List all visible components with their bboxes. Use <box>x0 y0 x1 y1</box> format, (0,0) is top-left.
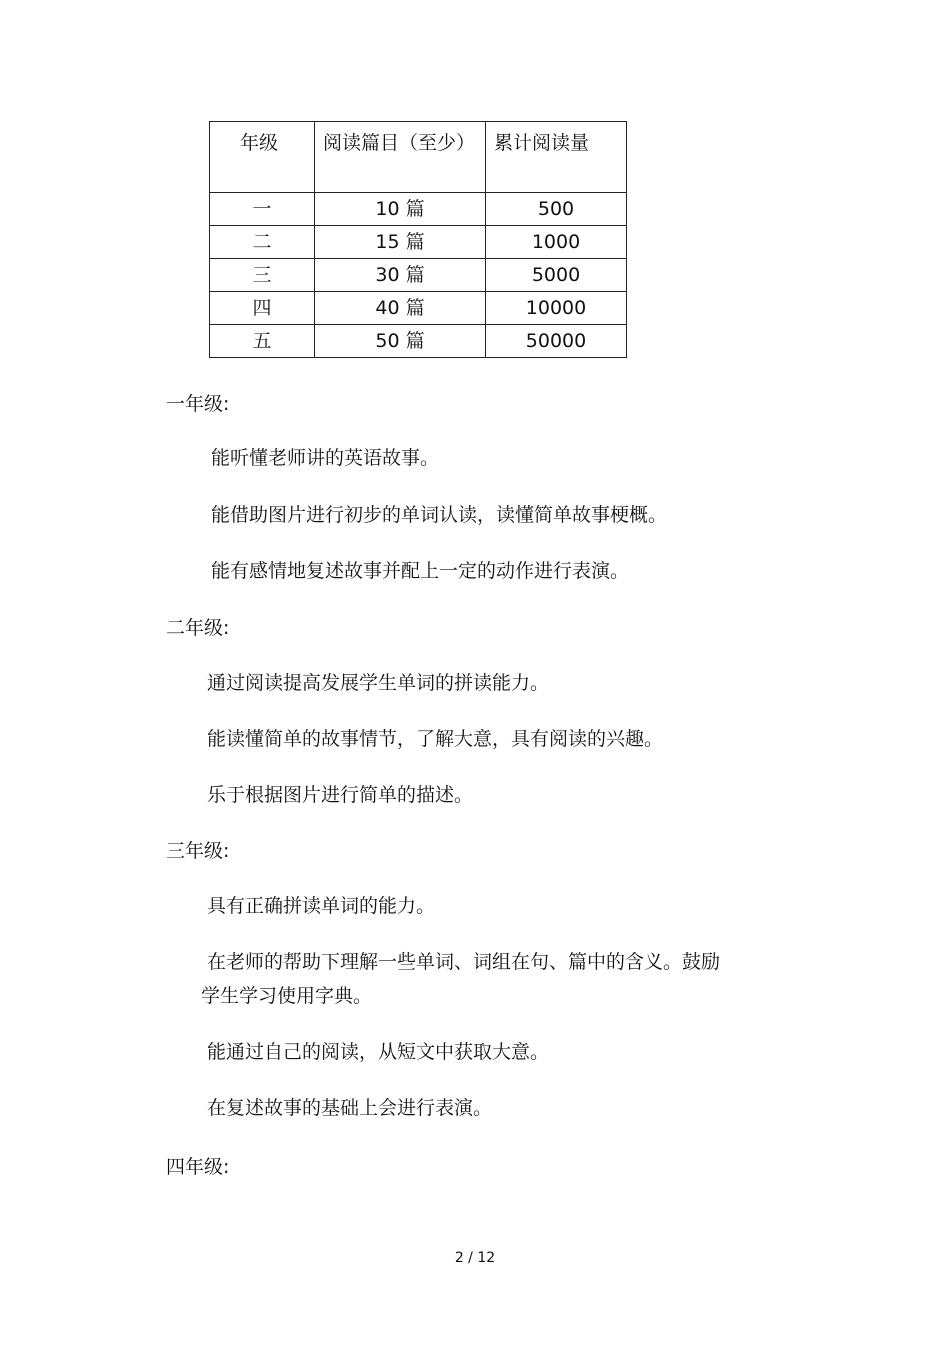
cell-count: 30 篇 <box>315 259 486 292</box>
header-total-volume: 累计阅读量 <box>486 122 627 193</box>
table-row <box>210 292 627 325</box>
cell-count: 40 篇 <box>315 292 486 325</box>
grade2-item: 通过阅读提高发展学生单词的拼读能力。 <box>207 672 550 694</box>
cell-volume: 1000 <box>486 226 627 259</box>
table-header-row <box>210 122 627 193</box>
cell-grade: 一 <box>210 193 315 226</box>
table-row <box>210 325 627 358</box>
table-row <box>210 259 627 292</box>
cell-volume: 50000 <box>486 325 627 358</box>
cell-count: 10 篇 <box>315 193 486 226</box>
grade3-item: 在复述故事的基础上会进行表演。 <box>207 1097 493 1119</box>
header-grade: 年级 <box>210 122 315 193</box>
grade3-item: 能通过自己的阅读，从短文中获取大意。 <box>207 1041 550 1063</box>
grade1-item: 能借助图片进行初步的单词认读，读懂简单故事梗概。 <box>211 504 668 526</box>
grade3-heading: 三年级: <box>166 840 230 862</box>
cell-count: 50 篇 <box>315 325 486 358</box>
reading-goals-table <box>209 121 627 358</box>
cell-grade: 三 <box>210 259 315 292</box>
grade2-item: 能读懂简单的故事情节，了解大意，具有阅读的兴趣。 <box>207 728 664 750</box>
grade4-heading: 四年级: <box>166 1156 230 1178</box>
header-reading-count: 阅读篇目（至少） <box>315 122 486 193</box>
grade3-item: 学生学习使用字典。 <box>201 985 373 1007</box>
cell-volume: 5000 <box>486 259 627 292</box>
grade3-item: 在老师的帮助下理解一些单词、词组在句、篇中的含义。鼓励 <box>207 951 721 973</box>
page-number: 2 / 12 <box>454 1250 496 1266</box>
grade1-item: 能听懂老师讲的英语故事。 <box>211 447 440 469</box>
cell-volume: 500 <box>486 193 627 226</box>
cell-grade: 四 <box>210 292 315 325</box>
cell-grade: 二 <box>210 226 315 259</box>
cell-volume: 10000 <box>486 292 627 325</box>
grade1-item: 能有感情地复述故事并配上一定的动作进行表演。 <box>211 560 630 582</box>
grade2-heading: 二年级: <box>166 617 230 639</box>
grade2-item: 乐于根据图片进行简单的描述。 <box>207 784 474 806</box>
cell-count: 15 篇 <box>315 226 486 259</box>
cell-grade: 五 <box>210 325 315 358</box>
table-row <box>210 193 627 226</box>
grade3-item: 具有正确拼读单词的能力。 <box>207 895 436 917</box>
grade1-heading: 一年级: <box>166 393 230 415</box>
table-row <box>210 226 627 259</box>
